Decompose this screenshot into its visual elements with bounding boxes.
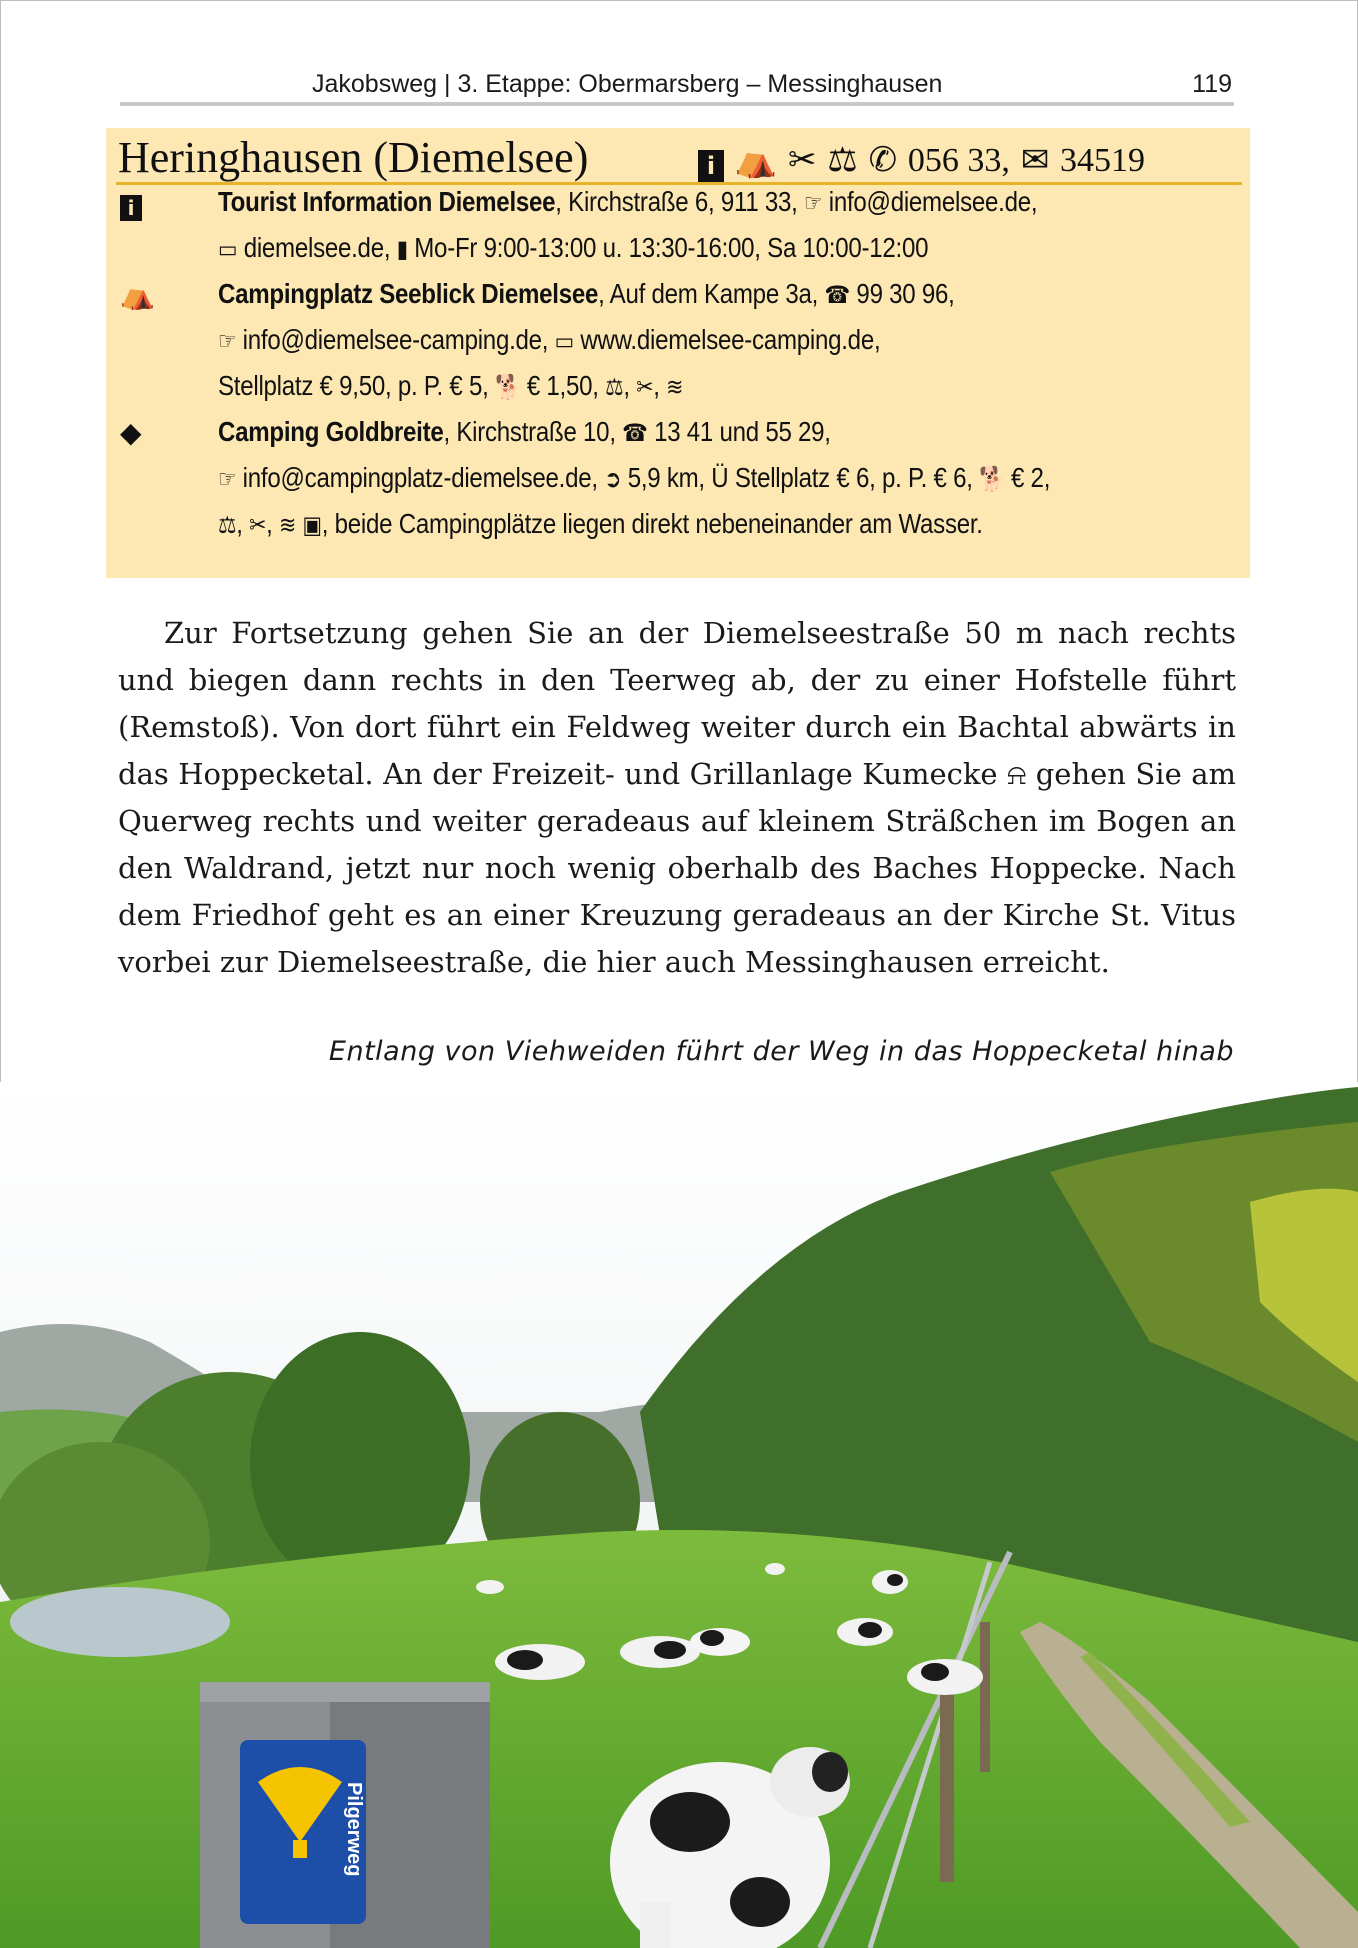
dog-icon: 🐕 [494, 373, 521, 401]
pond [10, 1587, 230, 1657]
email-icon: ☞ [218, 327, 237, 355]
entry-camping-goldbreite-line3: ⚖, ✂, ≋ ▣, beide Campingplätze liegen direkt nebeneinander am Wasser. [218, 508, 983, 539]
entry-camping-seeblick-line3: Stellplatz € 9,50, p. P. € 5, 🐕 € 1,50, ⚖, ✂, ≋ [218, 370, 684, 401]
landscape-photo [0, 1082, 1358, 1948]
entry-camping-seeblick-line2: ☞ info@diemelsee-camping.de, ▭ www.diemelsee-camping.de, [218, 324, 881, 355]
phone-icon: ☎ [622, 419, 648, 447]
town-facility-icons [698, 140, 1145, 182]
entry-camping-seeblick-line1: Campingplatz Seeblick Diemelsee, Auf dem Kampe 3a, ☎ 99 30 96, [218, 278, 955, 309]
postal-icon: ✉ [1020, 140, 1050, 180]
website-icon: ▭ [554, 327, 574, 355]
entry-name: Tourist Information Diemelsee [218, 186, 556, 217]
running-head-title: Jakobsweg | 3. Etappe: Obermarsberg – Messinghausen [312, 70, 943, 98]
route-description [118, 610, 1236, 986]
header-rule [120, 102, 1234, 106]
fence-post [940, 1682, 954, 1882]
sign-text: Pilgerweg [343, 1782, 365, 1877]
info-icon: i [698, 150, 724, 182]
entry-marker-info [120, 186, 142, 221]
pilgerweg-signpost [200, 1682, 490, 1948]
entry-name: Campingplatz Seeblick Diemelsee [218, 278, 599, 309]
area-code: 056 33, [907, 142, 1010, 179]
fence-post [980, 1622, 990, 1772]
running-head [120, 68, 1232, 102]
entry-tourist-info-line1: Tourist Information Diemelsee, Kirchstraße 6, 911 33, ☞ info@diemelsee.de, [218, 186, 1038, 217]
swimming-icon: ≋ [666, 373, 684, 401]
accommodation-info-box [106, 128, 1250, 578]
shop-icon: ⚖ [218, 511, 237, 539]
picnic-table-icon: ⍾ [1007, 757, 1027, 791]
postal-code: 34519 [1060, 142, 1146, 179]
washing-machine-icon: ▣ [302, 511, 322, 539]
entry-tourist-info-line2: ▭ diemelsee.de, ▮ Mo-Fr 9:00-13:00 u. 13:30-16:00, Sa 10:00-12:00 [218, 232, 929, 263]
tent-icon: ⛺ [734, 140, 778, 180]
entry-name: Camping Goldbreite [218, 416, 444, 447]
entry-camping-goldbreite-line2: ☞ info@campingplatz-diemelsee.de, ➲ 5,9 km, Ü Stellplatz € 6, p. P. € 6, 🐕 € 2, [218, 462, 1051, 493]
title-rule [116, 182, 1242, 185]
email-icon: ☞ [804, 189, 823, 217]
email-icon: ☞ [218, 465, 237, 493]
diamond-icon: ◆ [120, 416, 142, 449]
shop-icon: ⚖ [827, 140, 858, 180]
town-title: Heringhausen (Diemelsee) [118, 133, 589, 182]
distance-arrow-icon: ➲ [604, 465, 622, 493]
photo-caption: Entlang von Viehweiden führt der Weg in das Hoppecketal hinab [328, 1036, 1234, 1067]
phone-icon: ☎ [824, 281, 850, 309]
restaurant-icon: ✂ [636, 373, 654, 401]
opening-hours-icon: ▮ [396, 235, 408, 263]
info-icon: i [120, 195, 142, 221]
tent-icon: ⛺ [120, 278, 155, 311]
restaurant-icon: ✂ [249, 511, 267, 539]
website-icon: ▭ [218, 235, 238, 263]
swimming-icon: ≋ [279, 511, 297, 539]
entry-camping-goldbreite-line1: Camping Goldbreite, Kirchstraße 10, ☎ 13 41 und 55 29, [218, 416, 831, 447]
route-paragraph: Zur Fortsetzung gehen Sie an der Diemelseestraße 50 m nach rechts und biegen dann rechts in den Teerweg ab, der zu einer Hofstelle führt (Remstoß). Von dort führt ein Feldweg weiter durch ein Bachtal abwärts in das Hoppecketal. An der Freizeit- und Grillanlage Kumecke ⍾ gehen Sie am Querweg rechts und weiter geradeaus auf kleinem Sträßchen im Bogen an den Waldrand, jetzt nur noch wenig oberhalb des Baches Hoppecke. Nach dem Friedhof geht es an einer Kreuzung geradeaus an der Kirche St. Vitus vorbei zur Diemelseestraße, die hier auch Messinghausen erreicht. [118, 616, 1236, 979]
page-number: 119 [1192, 70, 1232, 98]
dog-icon: 🐕 [979, 465, 1005, 493]
restaurant-icon: ✂ [787, 140, 817, 180]
phone-icon: ✆ [868, 140, 898, 180]
shop-icon: ⚖ [605, 373, 624, 401]
